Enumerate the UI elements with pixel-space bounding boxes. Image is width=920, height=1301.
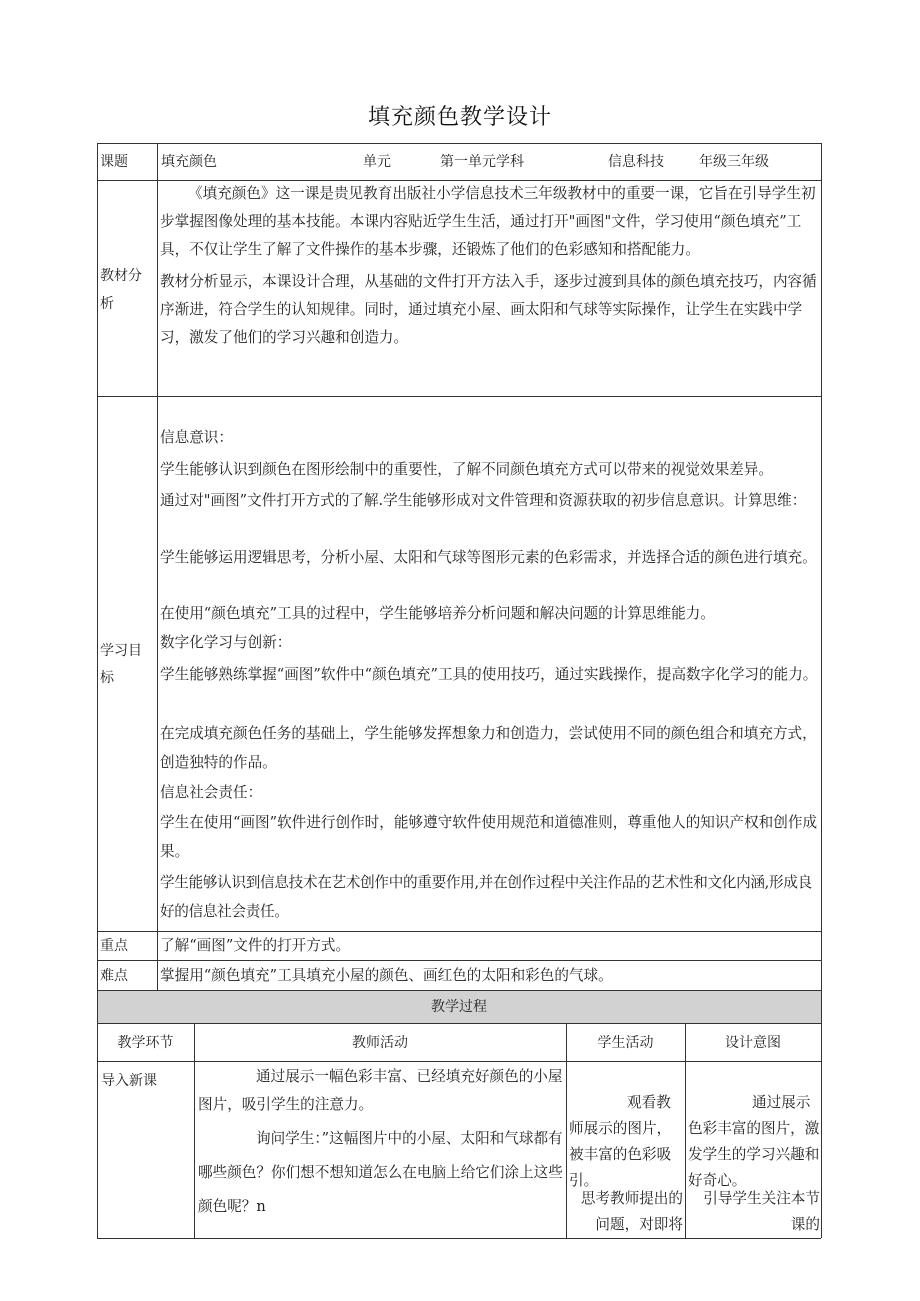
- objective-line: 数字化学习与创新：: [160, 634, 292, 651]
- document-title: 填充颜色教学设计: [367, 105, 552, 130]
- objective-line: 信息意识：: [160, 429, 233, 446]
- objective-line: 学生能够认识到颜色在图形绘制中的重要性，了解不同颜色填充方式可以带来的视觉效果差异。: [160, 461, 773, 478]
- objective-line: 在使用“颜色填充”工具的过程中，学生能够培养分析问题和解决问题的计算思维能力。: [160, 605, 715, 622]
- material-paragraph-2: 教材分析显示，本课设计合理，从基础的文件打开方法入手，逐步过渡到具体的颜色填充技巧，内容循序渐进，符合学生的认知规律。同时，通过填充小屋、画太阳和气球等实际操作，让学生在实践中学习，激发了他们的学习兴趣和创造力。: [160, 273, 817, 346]
- objective-line: 在完成填充颜色任务的基础上，学生能够发挥想象力和创造力，尝试使用不同的颜色组合和填充方式，创造独特的作品。: [160, 725, 817, 771]
- material-paragraph-1: 《填充颜色》这一课是贵见教育出版社小学信息技术三年级教材中的重要一课，它旨在引导学生初步掌握图像处理的基本技能。本课内容贴近学生生活，通过打开"画图"文件，学习使用“颜色填充”工具，不仅让学生了解了文件操作的基本步骤，还锻炼了他们的色彩感知和搭配能力。: [160, 185, 816, 258]
- material-label-1: 教材分: [100, 268, 142, 284]
- process-header-intent: 设计意图: [725, 1035, 781, 1051]
- key-point-text: 了解“画图”文件的打开方式。: [160, 937, 351, 954]
- objectives-label-1: 学习目: [100, 643, 142, 659]
- objective-line: 学生能够熟练掌握“画图”软件中“颜色填充”工具的使用技巧，通过实践操作，提高数字化学习的能力。: [160, 666, 818, 683]
- teacher-activity-2: 询问学生：”这幅图片中的小屋、太阳和气球都有哪些颜色？你们想不想知道怎么在电脑上给它们涂上这些颜色呢？n: [198, 1130, 563, 1215]
- process-header-stage: 教学环节: [117, 1035, 174, 1051]
- unit-value: 第一单元学科: [440, 154, 524, 170]
- difficulty-text: 掌握用“颜色填充”工具填充小屋的颜色、画红色的太阳和彩色的气球。: [160, 967, 613, 984]
- objective-line: 通过对"画图”文件打开方式的了解.学生能够形成对文件管理和资源获取的初步信息意识。计算思维：: [160, 492, 807, 509]
- objective-line: 学生在使用“画图”软件进行创作时，能够遵守软件使用规范和道德准则，尊重他人的知识产权和创作成果。: [160, 814, 818, 860]
- unit-label: 单元: [363, 154, 391, 170]
- process-header-student: 学生活动: [597, 1035, 654, 1051]
- objective-line: 学生能够运用逻辑思考，分析小屋、太阳和气球等图形元素的色彩需求，并选择合适的颜色进行填充。: [160, 549, 817, 566]
- difficulty-label: 难点: [100, 968, 128, 984]
- grade-value: 年级三年级: [699, 154, 769, 170]
- topic-value: 填充颜色: [161, 154, 217, 170]
- student-activity-1: 观看教师展示的图片，被丰富的色彩吸引。: [569, 1094, 672, 1189]
- key-point-label: 重点: [100, 938, 128, 954]
- topic-label: 课题: [100, 154, 128, 170]
- objectives-label-2: 标: [100, 670, 114, 686]
- process-title: 教学过程: [431, 999, 487, 1015]
- process-stage: 导入新课: [101, 1073, 157, 1089]
- process-header-teacher: 教师活动: [352, 1035, 408, 1051]
- material-label-2: 析: [100, 296, 114, 312]
- objective-line: 学生能够认识到信息技术在艺术创作中的重要作用,并在创作过程中关注作品的艺术性和文化内涵,形成良好的信息社会责任。: [160, 874, 812, 920]
- design-intent-2: 引导学生关注本节课的: [703, 1190, 820, 1233]
- student-activity-2: 思考教师提出的问题，对即将: [580, 1190, 683, 1233]
- subject-value: 信息科技: [608, 154, 664, 170]
- teacher-activity-1: 通过展示一幅色彩丰富、已经填充好颜色的小屋图片，吸引学生的注意力。: [198, 1068, 563, 1113]
- objective-line: 信息社会责任：: [160, 784, 263, 801]
- design-intent-1: 通过展示色彩丰富的图片，激发学生的学习兴趣和好奇心。: [688, 1094, 820, 1189]
